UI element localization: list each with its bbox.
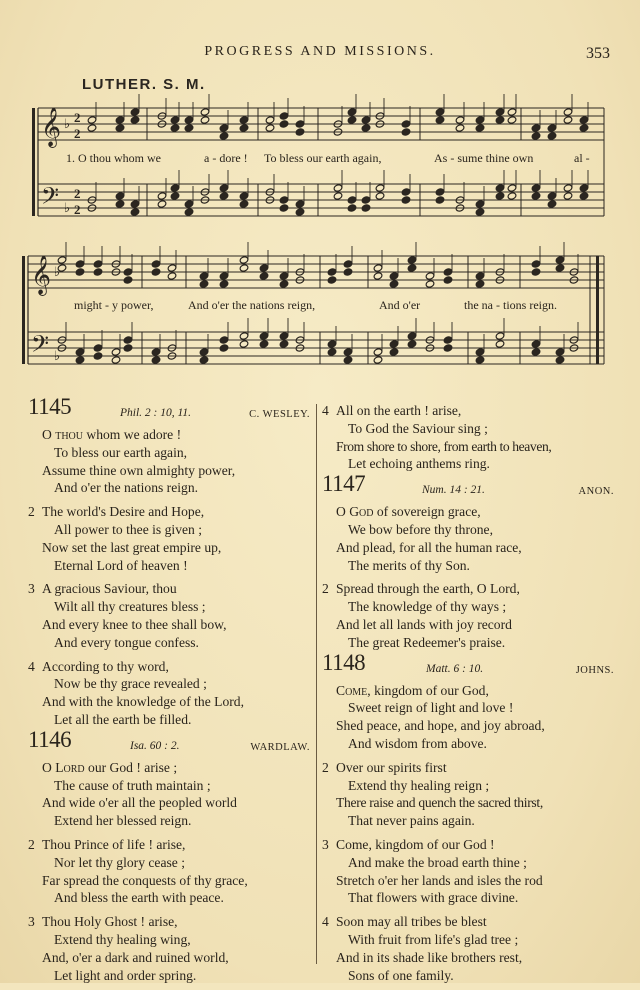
note-head bbox=[170, 116, 180, 124]
note-head bbox=[87, 124, 97, 132]
stanza: 4 According to thy word, Now be thy grace revealed ; And with the knowledge of the Lord, Let all the earth be filled. bbox=[28, 658, 244, 727]
hymn-header bbox=[28, 394, 310, 424]
note-head bbox=[199, 272, 209, 280]
note-head bbox=[347, 116, 357, 124]
note-head bbox=[435, 188, 445, 196]
flat-sign: ♭ bbox=[64, 200, 71, 215]
note-head bbox=[443, 276, 453, 284]
note-head bbox=[279, 196, 289, 204]
note-head bbox=[507, 184, 517, 192]
note-head bbox=[239, 332, 249, 340]
note-head bbox=[219, 184, 229, 192]
note-head bbox=[279, 332, 289, 340]
music-score bbox=[0, 0, 640, 400]
treble-clef: 𝄞 bbox=[31, 255, 52, 295]
note-head bbox=[57, 256, 67, 264]
note-head bbox=[279, 120, 289, 128]
note-head bbox=[373, 264, 383, 272]
note-head bbox=[555, 264, 565, 272]
note-head bbox=[495, 116, 505, 124]
note-head bbox=[579, 124, 589, 132]
note-head bbox=[547, 200, 557, 208]
treble-clef: 𝄞 bbox=[41, 107, 62, 147]
note-head bbox=[219, 124, 229, 132]
note-head bbox=[259, 340, 269, 348]
page-number: 353 bbox=[586, 45, 610, 62]
note-head bbox=[115, 124, 125, 132]
tune-name: LUTHER. S. M. bbox=[82, 76, 206, 93]
stanza: O Lord our God ! arise ; The cause of truth maintain ; And wide o'er all the peopled world Extend her blessed reign. bbox=[42, 759, 237, 829]
note-head bbox=[563, 192, 573, 200]
note-head bbox=[555, 348, 565, 356]
note-head bbox=[157, 200, 167, 208]
note-head bbox=[130, 116, 140, 124]
note-head bbox=[151, 268, 161, 276]
note-head bbox=[531, 340, 541, 348]
note-head bbox=[259, 272, 269, 280]
scripture-reference: Phil. 2 : 10, 11. bbox=[120, 407, 192, 419]
note-head bbox=[563, 116, 573, 124]
note-head bbox=[115, 200, 125, 208]
note-head bbox=[347, 108, 357, 116]
note-head bbox=[579, 192, 589, 200]
lyric-syllable: a - dore ! bbox=[204, 151, 248, 165]
note-head bbox=[170, 124, 180, 132]
note-head bbox=[531, 348, 541, 356]
note-head bbox=[563, 108, 573, 116]
note-head bbox=[87, 116, 97, 124]
note-head bbox=[184, 116, 194, 124]
note-head bbox=[123, 344, 133, 352]
note-head bbox=[531, 268, 541, 276]
note-head bbox=[435, 196, 445, 204]
note-head bbox=[167, 272, 177, 280]
scripture-reference: Isa. 60 : 2. bbox=[130, 739, 180, 752]
hymn-number: 1148 bbox=[322, 649, 366, 675]
note-head bbox=[75, 356, 85, 364]
note-head bbox=[239, 340, 249, 348]
note-head bbox=[547, 132, 557, 140]
hymn-header bbox=[322, 649, 614, 680]
note-head bbox=[123, 276, 133, 284]
note-head bbox=[443, 268, 453, 276]
note-head bbox=[151, 348, 161, 356]
note-head bbox=[563, 184, 573, 192]
stanza: 2 Spread through the earth, O Lord, The knowledge of thy ways ; And let all lands with joy record The great Redeemer's praise. bbox=[322, 581, 520, 650]
stanza: 2 The world's Desire and Hope, All power to thee is given ; Now set the last great empire up, Eternal Lord of heaven ! bbox=[28, 504, 222, 573]
note-head bbox=[239, 124, 249, 132]
note-head bbox=[475, 280, 485, 288]
note-head bbox=[199, 280, 209, 288]
note-head bbox=[219, 272, 229, 280]
note-head bbox=[455, 124, 465, 132]
note-head bbox=[130, 200, 140, 208]
note-head bbox=[219, 132, 229, 140]
note-head bbox=[123, 268, 133, 276]
note-head bbox=[115, 116, 125, 124]
note-head bbox=[435, 116, 445, 124]
note-head bbox=[295, 200, 305, 208]
note-head bbox=[373, 272, 383, 280]
note-head bbox=[475, 208, 485, 216]
note-head bbox=[184, 124, 194, 132]
hymn-header bbox=[322, 471, 614, 501]
note-head bbox=[239, 264, 249, 272]
note-head bbox=[265, 116, 275, 124]
system-brace bbox=[22, 256, 25, 364]
note-head bbox=[75, 260, 85, 268]
note-head bbox=[170, 184, 180, 192]
note-head bbox=[401, 128, 411, 136]
bass-clef: 𝄢 bbox=[31, 330, 50, 363]
page-running-title: PROGRESS AND MISSIONS. bbox=[204, 44, 436, 59]
final-bar bbox=[596, 256, 599, 364]
note-head bbox=[347, 204, 357, 212]
bass-clef: 𝄢 bbox=[41, 182, 60, 215]
note-head bbox=[435, 108, 445, 116]
lyric-syllable: As - sume thine own bbox=[434, 151, 534, 165]
note-head bbox=[333, 184, 343, 192]
note-head bbox=[219, 336, 229, 344]
note-head bbox=[219, 344, 229, 352]
note-head bbox=[239, 192, 249, 200]
note-head bbox=[199, 348, 209, 356]
note-head bbox=[239, 116, 249, 124]
time-signature: 2 bbox=[74, 126, 81, 141]
note-head bbox=[401, 120, 411, 128]
note-head bbox=[200, 116, 210, 124]
note-head bbox=[407, 256, 417, 264]
flat-sign: ♭ bbox=[64, 116, 71, 131]
note-head bbox=[579, 184, 589, 192]
note-head bbox=[327, 348, 337, 356]
note-head bbox=[531, 124, 541, 132]
note-head bbox=[455, 116, 465, 124]
time-signature: 2 bbox=[74, 110, 81, 125]
note-head bbox=[157, 192, 167, 200]
hymn-number: 1147 bbox=[322, 471, 366, 497]
note-head bbox=[93, 260, 103, 268]
note-head bbox=[531, 260, 541, 268]
note-head bbox=[425, 272, 435, 280]
note-head bbox=[531, 132, 541, 140]
note-head bbox=[279, 280, 289, 288]
note-head bbox=[507, 108, 517, 116]
note-head bbox=[375, 184, 385, 192]
note-head bbox=[265, 124, 275, 132]
stanza: 3 A gracious Saviour, thou Wilt all thy creatures bless ; And every knee to thee shall bow, And every tongue confess. bbox=[28, 581, 227, 650]
note-head bbox=[279, 340, 289, 348]
note-head bbox=[389, 280, 399, 288]
note-head bbox=[167, 264, 177, 272]
note-head bbox=[407, 332, 417, 340]
note-head bbox=[239, 256, 249, 264]
note-head bbox=[184, 200, 194, 208]
note-head bbox=[343, 260, 353, 268]
note-head bbox=[343, 268, 353, 276]
note-head bbox=[507, 116, 517, 124]
note-head bbox=[547, 124, 557, 132]
note-head bbox=[475, 356, 485, 364]
note-head bbox=[327, 268, 337, 276]
lyric-syllable: might - y power, bbox=[74, 298, 154, 312]
note-head bbox=[295, 208, 305, 216]
note-head bbox=[407, 340, 417, 348]
note-head bbox=[199, 356, 209, 364]
stanza: O thou whom we adore ! To bless our earth again, Assume thine own almighty power, And o'er the nations reign. bbox=[42, 427, 236, 496]
note-head bbox=[295, 120, 305, 128]
time-signature: 2 bbox=[74, 202, 81, 217]
note-head bbox=[343, 356, 353, 364]
note-head bbox=[389, 272, 399, 280]
note-head bbox=[361, 116, 371, 124]
note-head bbox=[75, 268, 85, 276]
stanza: 4 Soon may all tribes be blest With fruit from life's glad tree ; And in its shade like brothers rest, Sons of one family. bbox=[322, 914, 523, 983]
note-head bbox=[170, 192, 180, 200]
note-head bbox=[279, 272, 289, 280]
note-head bbox=[475, 124, 485, 132]
note-head bbox=[401, 196, 411, 204]
note-head bbox=[547, 192, 557, 200]
note-head bbox=[579, 116, 589, 124]
scripture-reference: Matt. 6 : 10. bbox=[426, 662, 484, 675]
note-head bbox=[389, 340, 399, 348]
note-head bbox=[495, 332, 505, 340]
note-head bbox=[184, 208, 194, 216]
note-head bbox=[507, 192, 517, 200]
note-head bbox=[239, 200, 249, 208]
note-head bbox=[347, 196, 357, 204]
note-head bbox=[93, 268, 103, 276]
lyric-syllable: And o'er the nations reign, bbox=[188, 298, 316, 312]
note-head bbox=[333, 192, 343, 200]
note-head bbox=[495, 192, 505, 200]
hymn-number: 1146 bbox=[28, 726, 72, 752]
stanza: Come, kingdom of our God, Sweet reign of light and love ! Shed peace, and hope, and joy abroad, And wisdom from above. bbox=[336, 682, 545, 751]
note-head bbox=[151, 356, 161, 364]
time-signature: 2 bbox=[74, 186, 81, 201]
note-head bbox=[373, 356, 383, 364]
stanza: 3 Come, kingdom of our God ! And make the broad earth thine ; Stretch o'er her lands and isles the rod That flowers with grace divine. bbox=[322, 836, 543, 906]
note-head bbox=[130, 208, 140, 216]
note-head bbox=[219, 192, 229, 200]
note-head bbox=[475, 116, 485, 124]
note-head bbox=[327, 276, 337, 284]
note-head bbox=[93, 344, 103, 352]
note-head bbox=[279, 112, 289, 120]
note-head bbox=[93, 352, 103, 360]
hymn-author: ANON. bbox=[578, 486, 614, 498]
note-head bbox=[111, 348, 121, 356]
note-head bbox=[531, 192, 541, 200]
stanza: 2 Over our spirits first Extend thy healing reign ; There raise and quench the sacred thirst, That never pains again. bbox=[322, 759, 543, 829]
note-head bbox=[151, 260, 161, 268]
note-head bbox=[279, 204, 289, 212]
note-head bbox=[200, 108, 210, 116]
note-head bbox=[361, 124, 371, 132]
note-head bbox=[495, 184, 505, 192]
right-column bbox=[322, 402, 614, 990]
note-head bbox=[475, 272, 485, 280]
flat-sign: ♭ bbox=[54, 348, 61, 363]
note-head bbox=[361, 204, 371, 212]
note-head bbox=[531, 184, 541, 192]
note-head bbox=[443, 336, 453, 344]
note-head bbox=[259, 264, 269, 272]
note-head bbox=[295, 128, 305, 136]
lyric-syllable: al - bbox=[574, 151, 590, 165]
flat-sign: ♭ bbox=[54, 264, 61, 279]
note-head bbox=[443, 344, 453, 352]
lyric-syllable: And o'er bbox=[379, 298, 421, 312]
lyric-syllable: To bless our earth again, bbox=[264, 151, 382, 165]
note-head bbox=[123, 336, 133, 344]
stanza: 3 Thou Holy Ghost ! arise, Extend thy healing wing, And, o'er a dark and ruined world, Let light and order spring. bbox=[28, 914, 229, 983]
note-head bbox=[373, 348, 383, 356]
note-head bbox=[115, 192, 125, 200]
scripture-reference: Num. 14 : 21. bbox=[422, 484, 485, 497]
hymn-author: JOHNS. bbox=[575, 664, 614, 676]
note-head bbox=[475, 348, 485, 356]
note-head bbox=[555, 356, 565, 364]
hymn-author: C. WESLEY. bbox=[249, 409, 310, 420]
note-head bbox=[495, 108, 505, 116]
note-head bbox=[407, 264, 417, 272]
system-brace bbox=[32, 108, 35, 216]
note-head bbox=[259, 332, 269, 340]
stanza: 4 All on the earth ! arise, To God the Saviour sing ; From shore to shore, from earth to heaven, Let echoing anthems ring. bbox=[322, 403, 552, 472]
note-head bbox=[361, 196, 371, 204]
note-head bbox=[219, 280, 229, 288]
note-head bbox=[375, 192, 385, 200]
stanza: O God of sovereign grace, We bow before thy throne, And plead, for all the human race, The merits of thy Son. bbox=[336, 504, 522, 573]
left-column bbox=[28, 394, 310, 990]
note-head bbox=[389, 348, 399, 356]
note-head bbox=[425, 280, 435, 288]
lyric-syllable: the na - tions reign. bbox=[464, 298, 557, 312]
hymn-number: 1145 bbox=[28, 394, 72, 419]
note-head bbox=[327, 340, 337, 348]
hymn-author: WARDLAW. bbox=[250, 741, 310, 753]
note-head bbox=[343, 348, 353, 356]
column-divider bbox=[316, 404, 317, 964]
stanza: 2 Thou Prince of life ! arise, Nor let thy glory cease ; Far spread the conquests of thy grace, And bless the earth with peace. bbox=[28, 836, 248, 906]
note-head bbox=[130, 108, 140, 116]
note-head bbox=[475, 200, 485, 208]
hymn-header bbox=[28, 726, 310, 757]
note-head bbox=[495, 340, 505, 348]
lyric-syllable: 1. O thou whom we bbox=[66, 151, 161, 165]
note-head bbox=[111, 356, 121, 364]
note-head bbox=[75, 348, 85, 356]
note-head bbox=[555, 256, 565, 264]
note-head bbox=[401, 188, 411, 196]
